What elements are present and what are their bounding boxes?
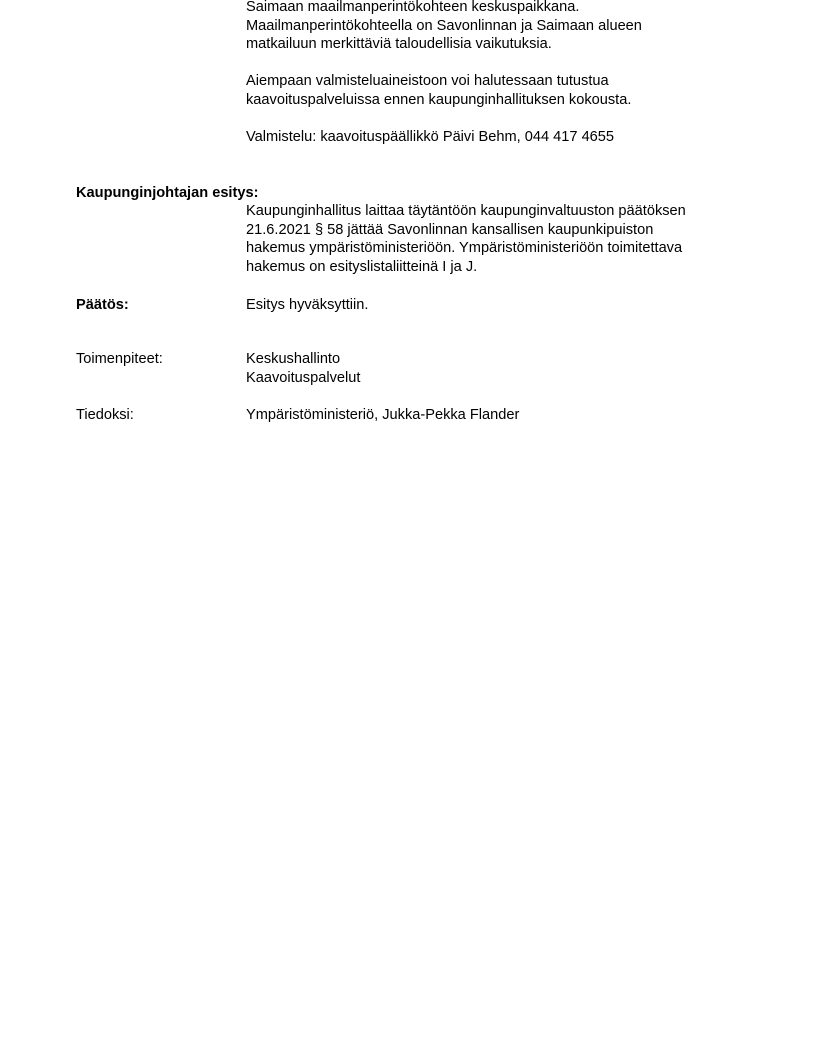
prep-material-paragraph bbox=[246, 72, 766, 109]
prep-material-line: kaavoituspalveluissa ennen kaupunginhallituksen kokousta. bbox=[246, 91, 632, 108]
actions-value: Keskushallinto bbox=[246, 351, 341, 367]
actions-value: Kaavoituspalvelut bbox=[246, 370, 361, 386]
preparer-text: Valmistelu: kaavoituspäällikkö Päivi Behm, 044 417 4655 bbox=[246, 129, 615, 145]
decision-label: Päätös: bbox=[76, 297, 129, 313]
proposal-heading: Kaupunginjohtajan esitys: bbox=[76, 185, 259, 201]
intro-line: matkailuun merkittäviä taloudellisia vaikutuksia. bbox=[246, 36, 552, 53]
intro-paragraph bbox=[246, 0, 766, 54]
proposal-line: 21.6.2021 § 58 jättää Savonlinnan kansallisen kaupunkipuiston bbox=[246, 221, 654, 238]
preparer-paragraph bbox=[246, 128, 766, 147]
prep-material-line: Aiempaan valmisteluaineistoon voi halutessaan tutustua bbox=[246, 73, 609, 89]
proposal-line: hakemus on esityslistaliitteinä I ja J. bbox=[246, 258, 478, 275]
proposal-line: Kaupunginhallitus laittaa täytäntöön kaupunginvaltuuston päätöksen bbox=[246, 203, 686, 219]
intro-line: Maailmanperintökohteella on Savonlinnan ja Saimaan alueen bbox=[246, 17, 642, 34]
intro-line: Saimaan maailmanperintökohteen keskuspaikkana. bbox=[246, 0, 580, 15]
actions-label: Toimenpiteet: bbox=[76, 351, 163, 367]
info-value: Ympäristöministeriö, Jukka-Pekka Flander bbox=[246, 407, 520, 423]
decision-value: Esitys hyväksyttiin. bbox=[246, 297, 369, 313]
proposal-line: hakemus ympäristöministeriöön. Ympäristöministeriöön toimitettava bbox=[246, 240, 683, 257]
info-label: Tiedoksi: bbox=[76, 407, 134, 423]
proposal-paragraph bbox=[246, 202, 766, 276]
